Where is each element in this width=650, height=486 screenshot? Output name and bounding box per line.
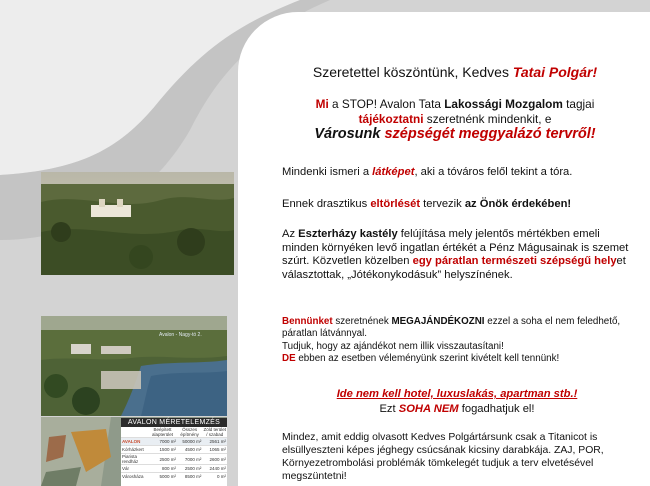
page-title (280, 64, 630, 80)
table-cell: AVALON (121, 438, 148, 446)
p1-a: Mindenki ismeri a (282, 166, 373, 178)
p4-bennunket: Bennünket (282, 316, 333, 327)
table-row (121, 446, 227, 454)
p6-text: Mindez, amit eddig olvasott Kedves Polgártársunk csak a Titanicot is elsüllyeszteni képes jéghegy csúcsának kicsiny darabkája. ZAJ, POR, Környezetrombolási problémák tömkelegét tudjuk a terv elvetésével megszüntetni! (282, 432, 604, 482)
paragraph-gift (282, 316, 634, 365)
table-header (121, 427, 148, 438)
table-header: Beépített alapterület (151, 427, 173, 437)
castle-landscape-photo (41, 172, 234, 275)
table-cell: 1500 m² (148, 446, 177, 454)
paragraph-removal (282, 197, 632, 211)
p2-torles: eltörlését (370, 198, 421, 210)
p1-kep: látképet (372, 166, 415, 178)
intro-part2: tagjai (562, 97, 595, 111)
table-cell: 2500 m² (177, 465, 202, 473)
table-cell: 800 m² (148, 465, 177, 473)
intro-part3: szeretnénk mindenkit, e (423, 112, 552, 126)
table-header: Zöld terület / szabad (203, 427, 226, 437)
intro-paragraph (282, 97, 628, 142)
paragraph-castle (282, 228, 630, 282)
p4-b: ezzel a soha el nem feledhető, páratlan látvánnyal. (282, 316, 621, 340)
paragraph-view (282, 165, 632, 179)
p5-slogan: Ide nem kell hotel, luxuslakás, apartman stb.! (336, 388, 578, 400)
table-row (121, 473, 227, 481)
title-prefix: Szeretettel köszöntünk, Kedves (312, 64, 513, 80)
intro-beauty: szépségét meggyalázó tervről! (384, 126, 596, 142)
p4-line3: ebben az esetben véleményünk szerint kivételt kell tennünk! (295, 352, 560, 364)
p2-a: Ennek drasztikus (282, 198, 371, 210)
table-cell: 4500 m² (177, 446, 202, 454)
p2-erdek: az Önök érdekében! (464, 198, 572, 210)
photo-caption: Avalon - Nagy-tó 2. (159, 332, 202, 338)
table-title: AVALON MÉRETELEMZÉS (121, 418, 227, 427)
table-row (121, 454, 227, 465)
table-row (121, 465, 227, 473)
table-cell: 2600 m² (202, 454, 227, 465)
p3-kastely: Eszterházy kastély (298, 228, 398, 240)
lake-aerial-photo (41, 316, 227, 416)
p4-line2: Tudjuk, hogy az ajándékot nem illik visszautasítani! (282, 340, 504, 352)
p3-egy: egy páratlan természeti szépségű hely (412, 255, 617, 268)
table-cell: 5000 m² (148, 473, 177, 481)
table-cell: Piarista rendház (121, 454, 148, 465)
table-cell: Kórházkert (121, 446, 148, 454)
p5-soha: SOHA NEM (398, 402, 459, 415)
p3-c: et választottak, „Jótékonykodásuk” helyszínének. (282, 255, 626, 281)
p3-a: Az (282, 228, 299, 240)
intro-movement: Lakossági Mozgalom (444, 97, 563, 111)
table-cell: Városháza (121, 473, 148, 481)
paragraph-slogan (282, 387, 632, 416)
intro-city: Városunk (314, 126, 385, 142)
p1-b: , aki a tóváros felől tekint a tóra. (414, 166, 573, 178)
p4-meg: MEGAJÁNDÉKOZNI (391, 316, 485, 327)
p5-a: Ezt (379, 402, 399, 415)
p4-de: DE (282, 352, 296, 364)
table-cell: 50000 m² (177, 438, 202, 446)
table-header: Összes építmény (180, 427, 199, 437)
table-cell: Vár (121, 465, 148, 473)
table-cell: 1065 m² (202, 446, 227, 454)
table-cell: 0 m² (202, 473, 227, 481)
p5-b: fogadhatjuk el! (458, 402, 535, 415)
p3-b: felújítása mely jelentős mértékben emeli minden környéken levő ingatlan értékét a Pénz Mágusainak is szemet szúrt. Közvetlen közelben (282, 228, 629, 268)
size-analysis-table (121, 418, 227, 486)
table-cell: 7000 m² (177, 454, 202, 465)
title-name: Tatai Polgár! (512, 64, 598, 80)
table-cell: 7000 m² (148, 438, 177, 446)
intro-inform: tájékoztatni (358, 112, 424, 126)
paragraph-titanic (282, 431, 604, 483)
intro-part1: a STOP! Avalon Tata (328, 97, 445, 111)
table-header-row (121, 427, 227, 438)
p2-b: tervezik (420, 198, 465, 210)
table-cell: 2500 m² (148, 454, 177, 465)
table-cell: 2561 m² (202, 438, 227, 446)
table-cell: 8500 m² (177, 473, 202, 481)
p4-a: szeretnének (332, 316, 392, 327)
intro-mi: Mi (315, 97, 329, 111)
table-row (121, 438, 227, 446)
table-cell: 2440 m² (202, 465, 227, 473)
table-grid (121, 427, 227, 480)
